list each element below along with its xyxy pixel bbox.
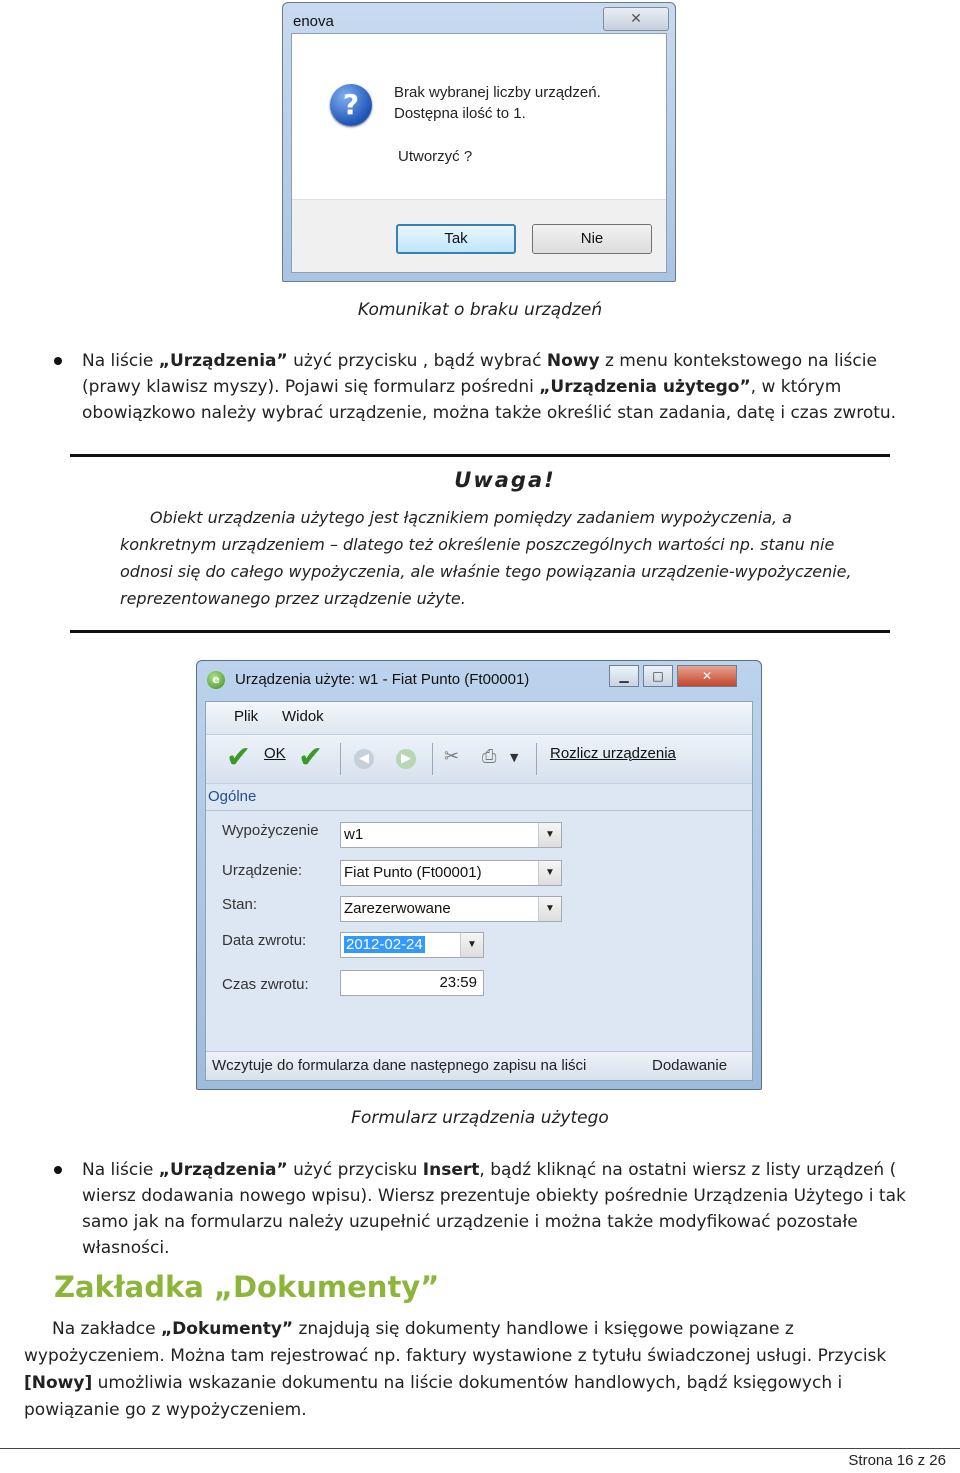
ok-check-icon[interactable]: ✔	[226, 740, 252, 775]
ok-button[interactable]: OK	[264, 745, 286, 762]
toolbar-separator	[536, 743, 537, 775]
bold-text: Nowy	[546, 351, 600, 371]
combo-value: w1	[344, 826, 364, 843]
forward-arrow-icon[interactable]: ▶	[396, 749, 416, 769]
menu-plik[interactable]: Plik	[234, 708, 259, 725]
footer-divider	[0, 1448, 960, 1449]
dialog-message	[394, 82, 601, 124]
stan-combo[interactable]	[340, 896, 562, 922]
figure-caption-2: Formularz urządzenia użytego	[351, 1108, 609, 1128]
page-number: Strona 16 z 26	[848, 1452, 946, 1469]
label-wypozyczenie: Wypożyczenie	[222, 822, 319, 839]
urzadzenie-combo[interactable]	[340, 860, 562, 886]
divider-bottom	[70, 630, 890, 633]
bullet-item-1	[54, 348, 934, 426]
text: z menu kontekstowego na liście (prawy klawisz myszy). Pojawi się formularz pośredni	[82, 351, 877, 397]
combo-value: Fiat Punto (Ft00001)	[344, 864, 482, 881]
divider-top	[70, 454, 890, 457]
question-icon: ?	[330, 84, 372, 126]
chevron-down-icon[interactable]: ▼	[538, 897, 561, 921]
save-check-icon[interactable]: ✔	[298, 740, 324, 775]
bullet-item-2	[54, 1157, 934, 1261]
figure-caption-1: Komunikat o braku urządzeń	[357, 300, 603, 320]
bold-text: „Dokumenty”	[160, 1319, 294, 1339]
menu-bar	[206, 702, 752, 732]
combo-value: Zarezerwowane	[344, 900, 451, 917]
bullet-dot	[54, 357, 62, 365]
dialog-body	[291, 33, 667, 273]
text: umożliwia wskazanie dokumentu na liście dokumentów handlowych, bądź księgowych i powiązanie go z wypożyczeniem.	[24, 1373, 843, 1420]
tools-icon[interactable]: ✂	[444, 746, 460, 767]
chevron-down-icon[interactable]: ▼	[538, 823, 561, 847]
text: Na liście	[82, 351, 159, 371]
close-button[interactable]: ✕	[677, 665, 737, 687]
chevron-down-icon[interactable]: ▼	[460, 933, 483, 957]
bold-text: Insert	[422, 1160, 480, 1180]
label-czas-zwrotu: Czas zwrotu:	[222, 976, 309, 993]
message-line-1: Brak wybranej liczby urządzeń.	[394, 84, 601, 101]
date-value: 2012-02-24	[346, 936, 423, 953]
dialog-question: Utworzyć ?	[398, 148, 473, 165]
status-mode: Dodawanie	[652, 1057, 728, 1074]
section-paragraph	[24, 1316, 936, 1424]
print-icon[interactable]: ⎙	[482, 746, 497, 767]
bold-text: [Nowy]	[24, 1373, 93, 1393]
message-line-2: Dostępna ilość to 1.	[394, 105, 526, 122]
window-content	[205, 701, 753, 1081]
label-stan: Stan:	[222, 896, 258, 913]
bold-text: „Urządzenia”	[158, 351, 288, 371]
menu-widok[interactable]: Widok	[282, 708, 324, 725]
dialog-title: enova	[293, 13, 334, 30]
label-urzadzenie: Urządzenie:	[222, 862, 303, 879]
text: znajdują się dokumenty handlowe i księgowe powiązane z wypożyczeniem. Można tam rejestrować np. faktury wystawione z tytułu świadczonej usługi. Przycisk	[24, 1319, 887, 1366]
minimize-button[interactable]: ▁	[609, 665, 639, 687]
bullet-dot	[54, 1166, 62, 1174]
back-arrow-icon[interactable]: ◀	[354, 749, 374, 769]
wypozyczenie-combo[interactable]	[340, 822, 562, 848]
chevron-down-icon[interactable]: ▼	[538, 861, 561, 885]
toolbar	[206, 734, 752, 784]
chevron-down-icon[interactable]: ▼	[510, 751, 519, 764]
text: Na zakładce	[52, 1319, 161, 1339]
no-button[interactable]: Nie	[532, 224, 652, 254]
window-title: Urządzenia użyte: w1 - Fiat Punto (Ft00001)	[235, 671, 530, 688]
status-message: Wczytuje do formularza dane następnego zapisu na liści	[212, 1057, 587, 1074]
form-window	[196, 660, 762, 1090]
status-bar	[206, 1051, 752, 1080]
text: , bądź kliknąć na ostatni wiersz z listy urządzeń ( wiersz dodawania nowego wpisu). Wiersz prezentuje obiekty pośrednie Urządzenia Użytego i tak samo jak na formularzu należy uzupełnić urządzenie i można także modyfikować pozostałe własności.	[82, 1160, 906, 1258]
text: , w którym obowiązkowo należy wybrać urządzenie, można także określić stan zadania, datę i czas zwrotu.	[82, 377, 897, 423]
czas-zwrotu-field[interactable]: 23:59	[340, 970, 484, 996]
text: użyć przycisku , bądź wybrać	[287, 351, 547, 371]
data-zwrotu-picker[interactable]	[340, 932, 484, 958]
tab-divider	[206, 810, 752, 811]
bold-text: „Urządzenia”	[158, 1160, 288, 1180]
label-data-zwrotu: Data zwrotu:	[222, 932, 307, 949]
tab-ogolne[interactable]: Ogólne	[208, 788, 257, 805]
toolbar-separator	[340, 743, 341, 775]
maximize-button[interactable]: □	[643, 665, 673, 687]
text: użyć przycisku	[287, 1160, 423, 1180]
section-heading: Zakładka „Dokumenty”	[54, 1270, 440, 1304]
bold-text: „Urządzenia użytego”	[539, 377, 751, 397]
text: Na liście	[82, 1160, 159, 1180]
settle-devices-button[interactable]: Rozlicz urządzenia	[550, 745, 676, 762]
form-body	[206, 784, 752, 1050]
yes-button[interactable]: Tak	[396, 224, 516, 254]
warning-text: Obiekt urządzenia użytego jest łącznikiem pomiędzy zadaniem wypożyczenia, a konkretnym urządzeniem – dlatego też określenie poszczególnych wartości np. stanu nie odnosi się do całego wypożyczenia, ale właśnie tego powiązania urządzenie-wypożyczenie, reprezentowanego przez urządzenie użyte.	[120, 508, 852, 608]
toolbar-separator	[432, 743, 433, 775]
close-button[interactable]: ✕	[603, 7, 669, 31]
warning-heading: Uwaga!	[454, 468, 556, 492]
confirm-dialog	[282, 2, 676, 282]
app-icon: e	[207, 671, 225, 689]
